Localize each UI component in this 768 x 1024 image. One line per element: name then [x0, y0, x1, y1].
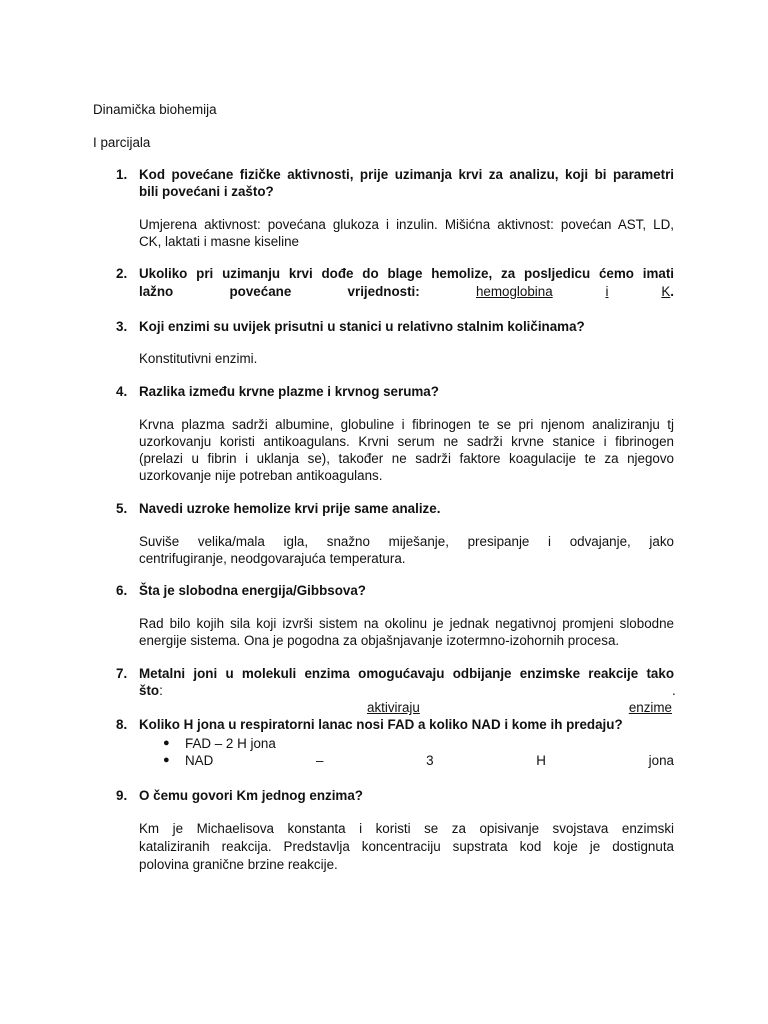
answer-text: Konstitutivni enzimi.	[139, 351, 258, 366]
word: vrijednosti:	[347, 284, 420, 299]
question-number: 9.	[116, 788, 128, 803]
document-title: Dinamička biohemija	[93, 102, 217, 117]
underlined-answer	[367, 699, 672, 716]
section-heading: I parcijala	[93, 135, 151, 150]
list-item: FAD – 2 H jona	[185, 736, 276, 751]
period: .	[672, 683, 676, 698]
answer-text: CK, laktati i masne kiseline	[139, 234, 300, 249]
answer-text: Umjerena aktivnost: povećana glukoza i inzulin. Mišićna aktivnost: povećan AST, LD,	[139, 217, 674, 232]
word: H	[536, 753, 546, 768]
answer-text: Km je Michaelisova konstanta i koristi se za opisivanje svojstava enzimski	[139, 821, 674, 836]
colon: :	[159, 683, 163, 698]
answer-text: centrifugiranje, neodgovarajuća temperatura.	[139, 551, 406, 566]
question-number: 8.	[116, 717, 128, 732]
answer-text: uzorkovanju koristi antikoagulans. Krvni serum ne sadrži krvne stanice i fibrinogen	[139, 434, 674, 449]
answer-text: kataliziranih reakcija. Predstavlja koncentraciju supstrata kod koje je dostignuta	[139, 839, 674, 854]
word: 3	[426, 753, 434, 768]
answer-text: polovina granične brzine reakcije.	[139, 857, 338, 872]
question-text: bili povećani i zašto?	[139, 184, 274, 199]
question-number: 6.	[116, 583, 128, 598]
word: NAD	[185, 753, 214, 768]
bullet-icon: ●	[163, 754, 170, 766]
word: i	[605, 284, 609, 299]
question-number: 2.	[116, 266, 128, 281]
word: hemoglobina	[475, 284, 553, 299]
question-text: Kod povećane fizičke aktivnosti, prije uzimanja krvi za analizu, koji bi parametri	[139, 167, 674, 182]
question-text: Razlika između krvne plazme i krvnog seruma?	[139, 384, 439, 399]
underlined-answer	[476, 283, 674, 300]
answer-text: Suviše velika/mala igla, snažno miješanje, presipanje i odvajanje, jako	[139, 534, 674, 549]
question-text: Koliko H jona u respiratorni lanac nosi FAD a koliko NAD i kome ih predaju?	[139, 717, 623, 732]
question-text: Navedi uzroke hemolize krvi prije same analize.	[139, 501, 441, 516]
question-number: 3.	[116, 319, 128, 334]
answer-text: (prelazi u fibrin i uklanja se), također ne sadrži faktore koagulacije te za njegovo	[139, 451, 674, 466]
question-text: O čemu govori Km jednog enzima?	[139, 788, 363, 803]
question-text-line2	[139, 682, 676, 715]
word: K	[661, 284, 671, 299]
question-text: Metalni joni u molekuli enzima omogućavaju odbijanje enzimske reakcije tako	[139, 666, 674, 681]
question-text-line2	[139, 283, 674, 300]
period: .	[670, 284, 674, 299]
word: što	[139, 683, 160, 698]
question-text: Koji enzimi su uvijek prisutni u stanici u relativno stalnim količinama?	[139, 319, 585, 334]
word: povećane	[229, 284, 292, 299]
answer-text: energije sistema. Ona je pogodna za objašnjavanje izotermno-izohornih procesa.	[139, 633, 620, 648]
bullet-icon: ●	[163, 737, 170, 749]
word: enzime	[628, 700, 672, 715]
question-number: 4.	[116, 384, 128, 399]
question-number: 1.	[116, 167, 128, 182]
answer-text: uzorkovanje nije potreban antikoagulans.	[139, 468, 383, 483]
question-number: 7.	[116, 666, 128, 681]
answer-text: Rad bilo kojih sila koji izvrši sistem na okolinu je jednak negativnoj promjeni slobodne	[139, 616, 674, 631]
word: lažno	[139, 284, 174, 299]
question-number: 5.	[116, 501, 128, 516]
answer-text: Krvna plazma sadrži albumine, globuline i fibrinogen te se pri njenom analiziranju tj	[139, 417, 674, 432]
word: jona	[648, 753, 674, 768]
word: aktiviraju	[367, 700, 420, 715]
list-item	[185, 752, 674, 769]
word: –	[315, 753, 324, 768]
question-text: Šta je slobodna energija/Gibbsova?	[139, 583, 366, 598]
question-text: Ukoliko pri uzimanju krvi dođe do blage hemolize, za posljedicu ćemo imati	[139, 266, 674, 281]
